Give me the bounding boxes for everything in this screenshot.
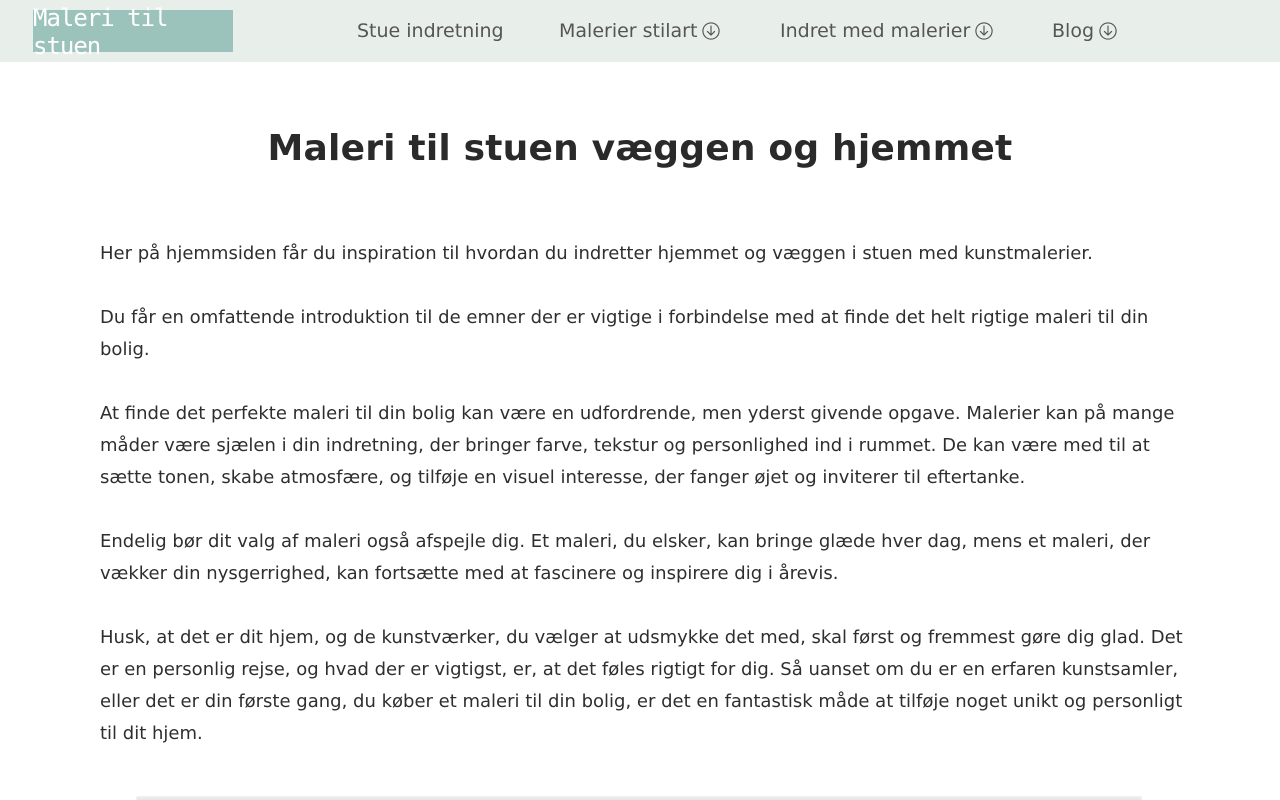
circle-arrow-down-icon[interactable] [1099,22,1117,40]
nav-item-label: Blog [1052,20,1094,42]
content-paragraph: Endelig bør dit valg af maleri også afspejle dig. Et maleri, du elsker, kan bringe glæde hver dag, mens et maleri, der vækker din nysgerrighed, kan fortsætte med at fascinere og inspirere dig i årevis. [100,531,1151,584]
circle-arrow-down-icon[interactable] [702,22,720,40]
nav-item-blog[interactable] [1052,0,1117,62]
content-paragraph: Du får en omfattende introduktion til de emner der er vigtige i forbindelse med at finde det helt rigtige maleri til din bolig. [100,307,1149,360]
nav-item-label: Malerier stilart [559,20,698,42]
nav-item-label: Stue indretning [357,20,504,42]
content-paragraph: At finde det perfekte maleri til din bolig kan være en udfordrende, men yderst givende opgave. Malerier kan på mange måder være sjælen i din indretning, der bringer farve, tekstur og personlighed ind i rummet. De kan være med til at sætte tonen, skabe atmosfære, og tilføje en visuel interesse, der fanger øjet og inviterer til eftertanke. [100,403,1175,488]
nav-item-label: Indret med malerier [780,20,971,42]
site-header [0,0,1280,62]
main-content [100,238,1184,782]
nav-item-stue-indretning[interactable] [357,0,504,62]
nav-item-indret-med-malerier[interactable] [780,0,993,62]
content-paragraph: Her på hjemmsiden får du inspiration til hvordan du indretter hjemmet og væggen i stuen med kunstmalerier. [100,243,1093,264]
content-paragraph: Husk, at det er dit hjem, og de kunstværker, du vælger at udsmykke det med, skal først og fremmest gøre dig glad. Det er en personlig rejse, og hvad der er vigtigst, er, at det føles rigtigt for dig. Så uanset om du er en erfaren kunstsamler, eller det er din første gang, du køber et maleri til din bolig, er det en fantastisk måde at tilføje noget unikt og personligt til dit hjem. [100,627,1183,744]
page-title: Maleri til stuen væggen og hjemmet [267,128,1013,169]
nav-item-malerier-stilart[interactable] [559,0,720,62]
circle-arrow-down-icon[interactable] [975,22,993,40]
site-logo[interactable]: Maleri til stuen [33,10,233,52]
next-section-edge [136,796,1142,800]
